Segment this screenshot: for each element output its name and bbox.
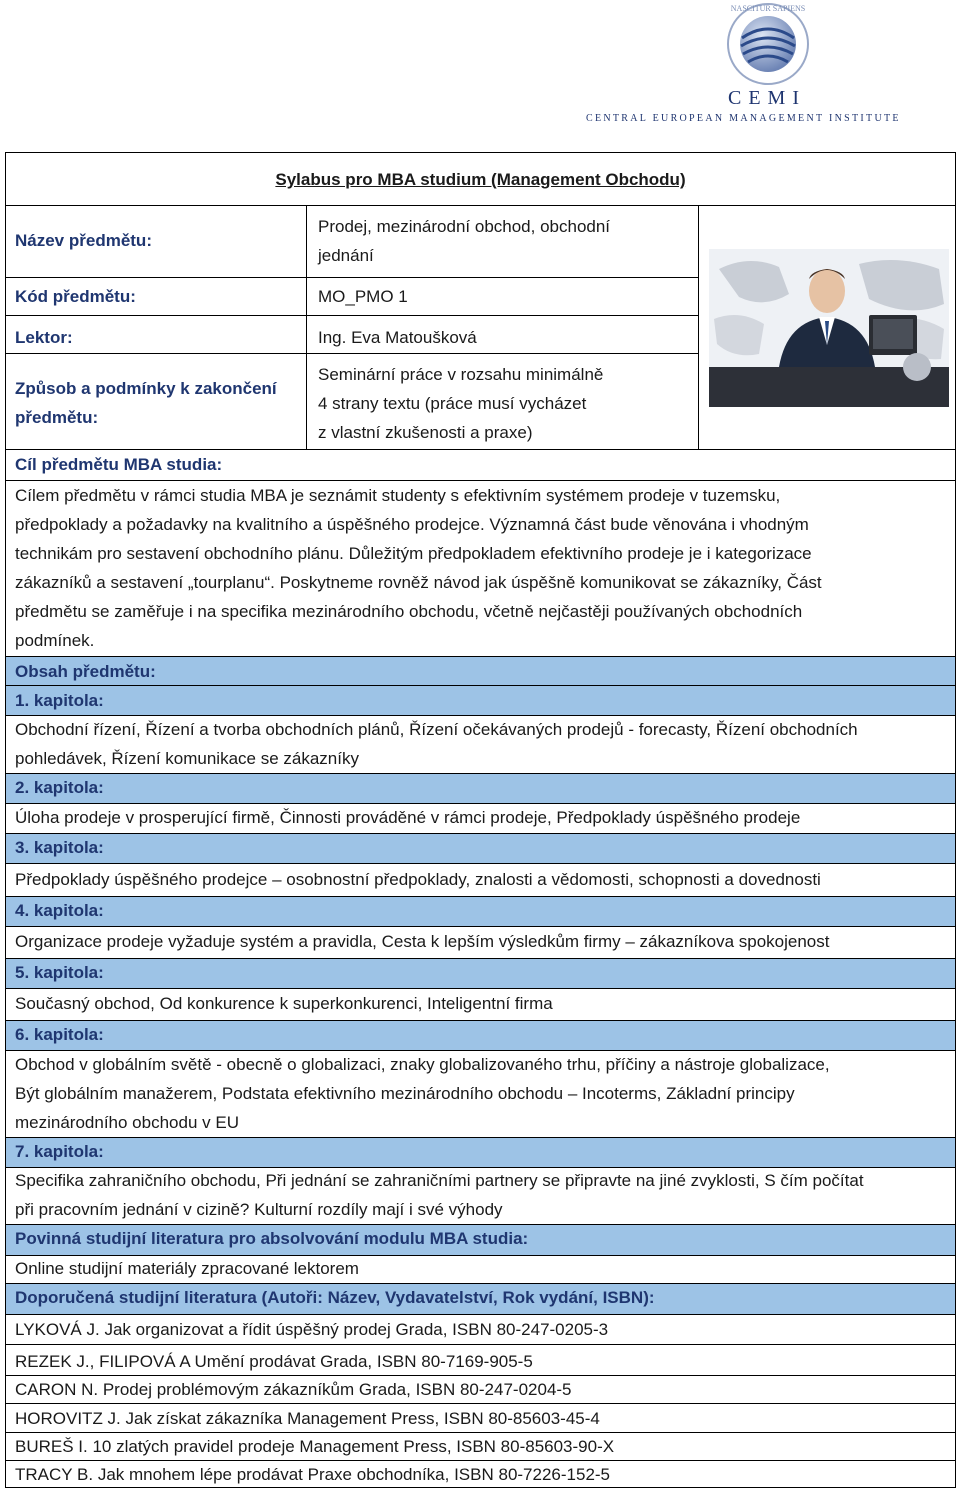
chapter-label: 1. kapitola: xyxy=(15,691,104,710)
goal-line: podmínek. xyxy=(15,631,95,650)
mandatory-literature-label: Povinná studijní literatura pro absolvování modulu MBA studia: xyxy=(15,1229,529,1248)
completion-label-line1: Způsob a podmínky k zakončení xyxy=(15,379,277,398)
chapter-label: 7. kapitola: xyxy=(15,1142,104,1161)
chapter-label: 3. kapitola: xyxy=(15,838,104,857)
goal-line: technikám pro sestavení obchodního plánu. Důležitým předpokladem efektivního prodeje je i kategorizace xyxy=(15,544,812,563)
lecturer-value: Ing. Eva Matoušková xyxy=(318,328,477,347)
goal-line: Cílem předmětu v rámci studia MBA je seznámit studenty s efektivním systémem prodeje v tuzemsku, xyxy=(15,486,781,505)
chapter-text: Předpoklady úspěšného prodejce – osobnostní předpoklady, znalosti a vědomosti, schopnosti a dovednosti xyxy=(15,870,821,889)
chapter-text: Být globálním manažerem, Podstata efektivního mezinárodního obchodu – Incoterms, Základní principy xyxy=(15,1084,795,1103)
syllabus-table xyxy=(5,152,956,1488)
literature-item: TRACY B. Jak mnohem lépe prodávat Praxe obchodníka, ISBN 80-7226-152-5 xyxy=(15,1465,611,1484)
chapter-text: Obchod v globálním světě - obecně o globalizaci, znaky globalizovaného trhu, příčiny a nástroje globalizace, xyxy=(15,1055,830,1074)
chapter-text: Organizace prodeje vyžaduje systém a pravidla, Cesta k lepším výsledkům firmy – zákazníkova spokojenost xyxy=(15,932,830,951)
chapter-text: mezinárodního obchodu v EU xyxy=(15,1113,239,1132)
logo-ring-text: NASCITUR SAPIENS xyxy=(730,4,806,13)
goal-label: Cíl předmětu MBA studia: xyxy=(15,455,223,474)
chapter-text: pohledávek, Řízení komunikace se zákazníky xyxy=(15,749,359,768)
completion-label-line2: předmětu: xyxy=(15,408,99,427)
logo-wordmark: CEMI xyxy=(728,87,806,109)
course-name-label: Název předmětu: xyxy=(15,231,152,250)
cemi-logo xyxy=(582,0,952,132)
course-code-value: MO_PMO 1 xyxy=(318,287,408,306)
chapter-text: Obchodní řízení, Řízení a tvorba obchodních plánů, Řízení očekávaných prodejů - forecasty, Řízení obchodních xyxy=(15,720,858,739)
logo-fullname: CENTRAL EUROPEAN MANAGEMENT INSTITUTE xyxy=(586,113,901,124)
goal-line: zákazníků a sestavení „tourplanu“. Poskytneme rovněž návod jak úspěšně komunikovat se zákazníky, Část xyxy=(15,573,822,592)
mandatory-literature-value: Online studijní materiály zpracované lektorem xyxy=(15,1259,359,1278)
literature-item: REZEK J., FILIPOVÁ A Umění prodávat Grada, ISBN 80-7169-905-5 xyxy=(15,1352,533,1371)
literature-item: LYKOVÁ J. Jak organizovat a řídit úspěšný prodej Grada, ISBN 80-247-0205-3 xyxy=(15,1320,609,1339)
literature-item: BUREŠ I. 10 zlatých pravidel prodeje Management Press, ISBN 80-85603-90-X xyxy=(15,1437,615,1456)
chapter-text: Úloha prodeje v prosperující firmě, Činnosti prováděné v rámci prodeje, Předpoklady úspěšného prodeje xyxy=(15,808,801,827)
recommended-literature-label: Doporučená studijní literatura (Autoři: Název, Vydavatelství, Rok vydání, ISBN): xyxy=(15,1288,655,1307)
cemi-globe-icon xyxy=(720,0,816,88)
document-title: Sylabus pro MBA studium (Management Obchodu) xyxy=(275,170,686,189)
chapter-label: 6. kapitola: xyxy=(15,1025,104,1044)
course-name-value-line1: Prodej, mezinárodní obchod, obchodní xyxy=(318,217,611,236)
chapter-label: 4. kapitola: xyxy=(15,901,104,920)
content-label: Obsah předmětu: xyxy=(15,662,156,681)
literature-item: CARON N. Prodej problémovým zákazníkům Grada, ISBN 80-247-0204-5 xyxy=(15,1380,572,1399)
course-code-label: Kód předmětu: xyxy=(15,287,136,306)
chapter-text: při pracovním jednání v cizině? Kulturní rozdíly mají i své výhody xyxy=(15,1200,503,1219)
lecturer-label: Lektor: xyxy=(15,328,73,347)
completion-value-line2: 4 strany textu (práce musí vycházet xyxy=(318,394,587,413)
businessman-photo xyxy=(709,249,949,407)
goal-line: předmětu se zaměřuje i na specifika mezinárodního obchodu, včetně nejčastěji používaných obchodních xyxy=(15,602,803,621)
chapter-text: Současný obchod, Od konkurence k superkonkurenci, Inteligentní firma xyxy=(15,994,553,1013)
chapter-label: 5. kapitola: xyxy=(15,963,104,982)
completion-value-line3: z vlastní zkušenosti a praxe) xyxy=(318,423,533,442)
course-name-value-line2: jednání xyxy=(318,246,374,265)
chapter-label: 2. kapitola: xyxy=(15,778,104,797)
goal-line: předpoklady a požadavky na kvalitního a úspěšného prodejce. Významná část bude věnována i vhodným xyxy=(15,515,809,534)
literature-item: HOROVITZ J. Jak získat zákazníka Management Press, ISBN 80-85603-45-4 xyxy=(15,1409,600,1428)
completion-value-line1: Seminární práce v rozsahu minimálně xyxy=(318,365,604,384)
chapter-text: Specifika zahraničního obchodu, Při jednání se zahraničními partnery se připravte na jiné zvyklosti, S čím počítat xyxy=(15,1171,864,1190)
